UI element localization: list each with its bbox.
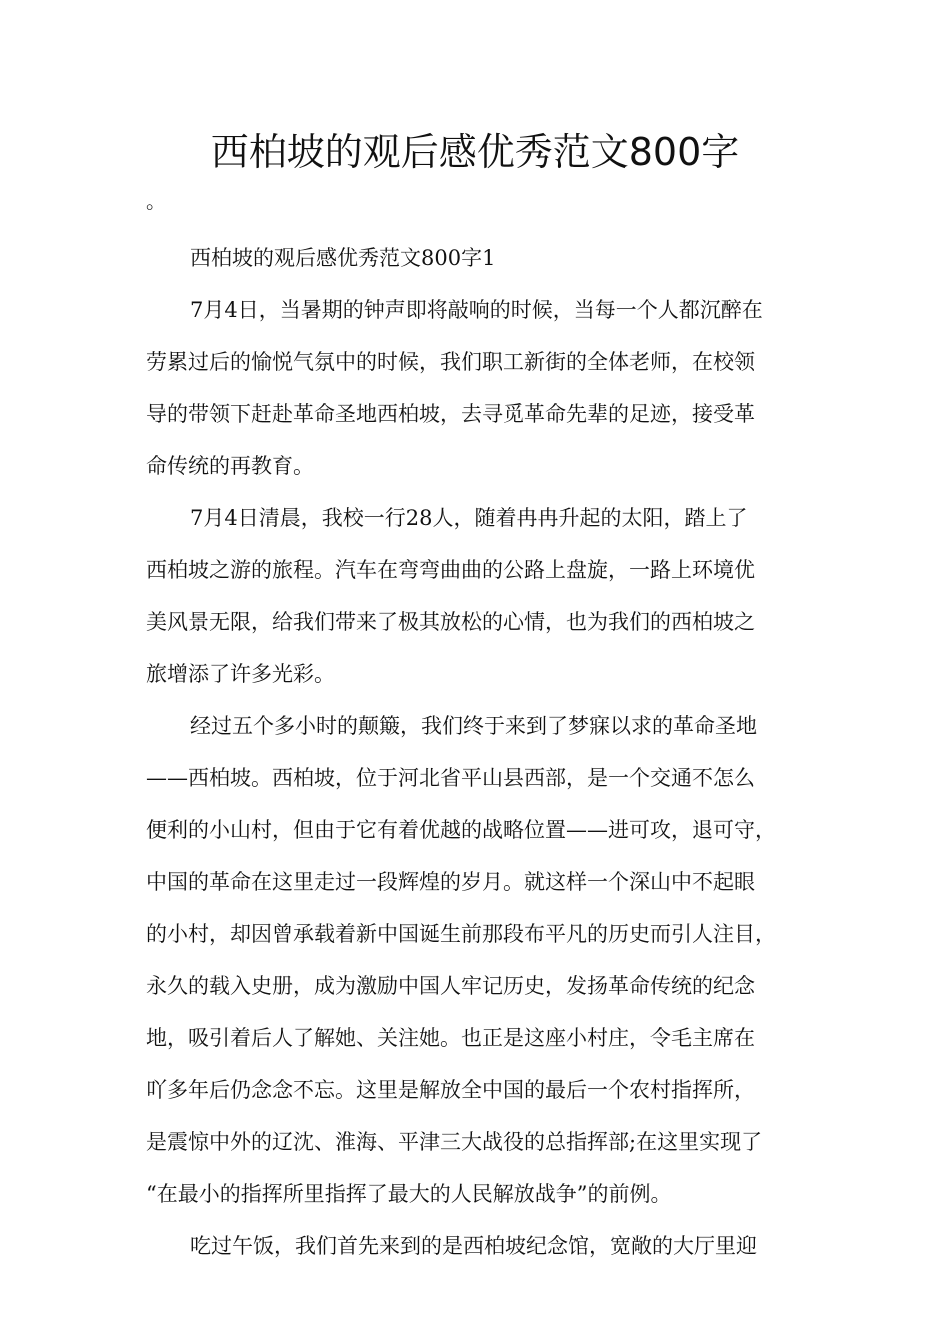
- text-line: 中国的革命在这里走过一段辉煌的岁月。就这样一个深山中不起眼: [146, 870, 755, 894]
- text-line: 吖多年后仍念念不忘。这里是解放全中国的最后一个农村指挥所，: [146, 1078, 755, 1102]
- text-line: 经过五个多小时的颠簸，我们终于来到了梦寐以求的革命圣地: [190, 714, 757, 738]
- text-line: 是震惊中外的辽沈、淮海、平津三大战役的总指挥部;在这里实现了: [146, 1130, 763, 1154]
- text-line: 西柏坡之游的旅程。汽车在弯弯曲曲的公路上盘旋，一路上环境优: [146, 558, 755, 582]
- text-line: 美风景无限，给我们带来了极其放松的心情，也为我们的西柏坡之: [146, 610, 755, 634]
- text-line: 便利的小山村，但由于它有着优越的战略位置——进可攻，退可守，: [146, 818, 776, 842]
- text-line: 吃过午饭，我们首先来到的是西柏坡纪念馆，宽敞的大厅里迎: [190, 1234, 757, 1258]
- text-line: 导的带领下赶赴革命圣地西柏坡，去寻觅革命先辈的足迹，接受革: [146, 402, 755, 426]
- text-line: 命传统的再教育。: [146, 454, 314, 478]
- document-title: 西柏坡的观后感优秀范文800字: [210, 130, 740, 174]
- text-line: 7月4日，当暑期的钟声即将敲响的时候，当每一个人都沉醉在: [190, 298, 763, 322]
- text-line: 的小村，却因曾承载着新中国诞生前那段布平凡的历史而引人注目，: [146, 922, 776, 946]
- text-line: 劳累过后的愉悦气氛中的时候，我们职工新街的全体老师，在校领: [146, 350, 755, 374]
- section-subtitle: 西柏坡的观后感优秀范文800字1: [190, 246, 496, 270]
- document-body: [146, 232, 826, 1272]
- text-line: 旅增添了许多光彩。: [146, 662, 335, 686]
- paragraph-marker: 。: [146, 189, 166, 213]
- text-line: “在最小的指挥所里指挥了最大的人民解放战争”的前例。: [146, 1182, 672, 1206]
- text-line: ——西柏坡。西柏坡，位于河北省平山县西部，是一个交通不怎么: [146, 766, 755, 790]
- text-line: 地，吸引着后人了解她、关注她。也正是这座小村庄，令毛主席在: [146, 1026, 755, 1050]
- text-line: 7月4日清晨，我校一行28人，随着冉冉升起的太阳，踏上了: [190, 506, 748, 530]
- text-lines: [146, 284, 826, 1272]
- text-line: 永久的载入史册，成为激励中国人牢记历史，发扬革命传统的纪念: [146, 974, 755, 998]
